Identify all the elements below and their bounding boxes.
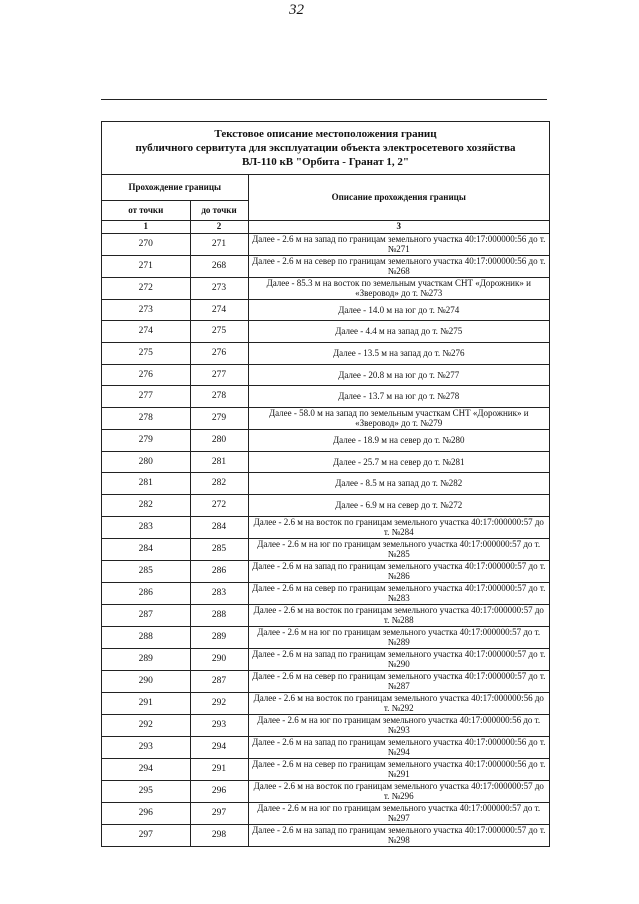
table-row	[102, 473, 549, 495]
to-point-cell: 277	[190, 364, 248, 386]
description-cell: Далее - 4.4 м на запад до т. №275	[248, 321, 549, 343]
to-point-cell: 288	[190, 604, 248, 626]
to-point-cell: 274	[190, 299, 248, 321]
table-row	[102, 758, 549, 780]
description-cell: Далее - 2.6 м на восток по границам земельного участка 40:17:000000:57 до т. №288	[248, 604, 549, 626]
description-cell: Далее - 2.6 м на юг по границам земельного участка 40:17:000000:56 до т. №293	[248, 714, 549, 736]
table-row	[102, 451, 549, 473]
table-row	[102, 626, 549, 648]
table-row	[102, 255, 549, 277]
description-cell: Далее - 85.3 м на восток по земельным участкам СНТ «Дорожник» и «Зверовод» до т. №273	[248, 277, 549, 299]
to-point-cell: 279	[190, 407, 248, 429]
description-cell: Далее - 58.0 м на запад по земельным участкам СНТ «Дорожник» и «Зверовод» до т. №279	[248, 407, 549, 429]
to-point-cell: 292	[190, 692, 248, 714]
to-point-cell: 278	[190, 386, 248, 408]
from-point-cell: 287	[102, 604, 190, 626]
to-point-cell: 285	[190, 538, 248, 560]
boundary-table-frame	[101, 121, 550, 847]
to-point-cell: 283	[190, 582, 248, 604]
description-cell: Далее - 2.6 м на восток по границам земельного участка 40:17:000000:56 до т. №292	[248, 692, 549, 714]
from-point-cell: 273	[102, 299, 190, 321]
table-row	[102, 364, 549, 386]
description-cell: Далее - 25.7 м на север до т. №281	[248, 451, 549, 473]
table-row	[102, 386, 549, 408]
description-cell: Далее - 18.9 м на север до т. №280	[248, 429, 549, 451]
to-point-cell: 282	[190, 473, 248, 495]
table-row	[102, 582, 549, 604]
table-row	[102, 780, 549, 802]
to-point-cell: 284	[190, 516, 248, 538]
title-line-3: ВЛ-110 кВ "Орбита - Гранат 1, 2"	[242, 156, 409, 168]
description-cell: Далее - 20.8 м на юг до т. №277	[248, 364, 549, 386]
to-point-cell: 268	[190, 255, 248, 277]
description-cell: Далее - 2.6 м на восток по границам земельного участка 40:17:000000:57 до т. №296	[248, 780, 549, 802]
from-point-cell: 286	[102, 582, 190, 604]
description-cell: Далее - 13.5 м на запад до т. №276	[248, 342, 549, 364]
from-point-cell: 284	[102, 538, 190, 560]
description-cell: Далее - 2.6 м на запад по границам земельного участка 40:17:000000:57 до т. №290	[248, 648, 549, 670]
table-row	[102, 604, 549, 626]
to-point-cell: 271	[190, 233, 248, 255]
table-row	[102, 407, 549, 429]
description-cell: Далее - 2.6 м на юг по границам земельного участка 40:17:000000:57 до т. №285	[248, 538, 549, 560]
table-row	[102, 321, 549, 343]
description-cell: Далее - 2.6 м на запад по границам земельного участка 40:17:000000:57 до т. №298	[248, 824, 549, 846]
description-cell: Далее - 2.6 м на север по границам земельного участка 40:17:000000:56 до т. №291	[248, 758, 549, 780]
to-point-cell: 296	[190, 780, 248, 802]
table-row	[102, 802, 549, 824]
from-point-cell: 277	[102, 386, 190, 408]
to-point-cell: 289	[190, 626, 248, 648]
description-cell: Далее - 2.6 м на север по границам земельного участка 40:17:000000:56 до т. №268	[248, 255, 549, 277]
from-point-cell: 285	[102, 560, 190, 582]
description-cell: Далее - 2.6 м на юг по границам земельного участка 40:17:000000:57 до т. №297	[248, 802, 549, 824]
to-point-cell: 298	[190, 824, 248, 846]
description-cell: Далее - 2.6 м на юг по границам земельного участка 40:17:000000:57 до т. №289	[248, 626, 549, 648]
from-point-cell: 280	[102, 451, 190, 473]
table-row	[102, 560, 549, 582]
from-point-cell: 295	[102, 780, 190, 802]
header-boundary-passage: Прохождение границы	[102, 175, 248, 200]
from-point-cell: 283	[102, 516, 190, 538]
description-cell: Далее - 2.6 м на запад по границам земельного участка 40:17:000000:57 до т. №286	[248, 560, 549, 582]
to-point-cell: 294	[190, 736, 248, 758]
table-row	[102, 670, 549, 692]
description-cell: Далее - 13.7 м на юг до т. №278	[248, 386, 549, 408]
header-from-point: от точки	[102, 200, 190, 220]
description-cell: Далее - 2.6 м на запад по границам земельного участка 40:17:000000:56 до т. №294	[248, 736, 549, 758]
to-point-cell: 297	[190, 802, 248, 824]
description-cell: Далее - 6.9 м на север до т. №272	[248, 495, 549, 517]
header-to-point: до точки	[190, 200, 248, 220]
table-row	[102, 736, 549, 758]
from-point-cell: 292	[102, 714, 190, 736]
from-point-cell: 296	[102, 802, 190, 824]
table-row	[102, 233, 549, 255]
header-description: Описание прохождения границы	[248, 175, 549, 220]
header-rule	[101, 99, 547, 100]
from-point-cell: 289	[102, 648, 190, 670]
to-point-cell: 291	[190, 758, 248, 780]
from-point-cell: 274	[102, 321, 190, 343]
to-point-cell: 286	[190, 560, 248, 582]
table-row	[102, 692, 549, 714]
table-row	[102, 429, 549, 451]
to-point-cell: 290	[190, 648, 248, 670]
header-number-1: 1	[102, 220, 190, 233]
description-cell: Далее - 2.6 м на запад по границам земельного участка 40:17:000000:56 до т. №271	[248, 233, 549, 255]
from-point-cell: 290	[102, 670, 190, 692]
to-point-cell: 287	[190, 670, 248, 692]
table-row	[102, 714, 549, 736]
from-point-cell: 279	[102, 429, 190, 451]
description-cell: Далее - 8.5 м на запад до т. №282	[248, 473, 549, 495]
page-number: 32	[289, 2, 304, 18]
description-cell: Далее - 2.6 м на восток по границам земельного участка 40:17:000000:57 до т. №284	[248, 516, 549, 538]
from-point-cell: 272	[102, 277, 190, 299]
from-point-cell: 271	[102, 255, 190, 277]
description-cell: Далее - 14.0 м на юг до т. №274	[248, 299, 549, 321]
from-point-cell: 275	[102, 342, 190, 364]
from-point-cell: 270	[102, 233, 190, 255]
table-row	[102, 299, 549, 321]
from-point-cell: 278	[102, 407, 190, 429]
table-row	[102, 824, 549, 846]
from-point-cell: 297	[102, 824, 190, 846]
header-number-2: 2	[190, 220, 248, 233]
boundary-table	[102, 175, 549, 846]
from-point-cell: 288	[102, 626, 190, 648]
to-point-cell: 281	[190, 451, 248, 473]
document-title	[102, 122, 549, 175]
from-point-cell: 294	[102, 758, 190, 780]
from-point-cell: 281	[102, 473, 190, 495]
to-point-cell: 275	[190, 321, 248, 343]
to-point-cell: 273	[190, 277, 248, 299]
header-number-3: 3	[248, 220, 549, 233]
title-line-1: Текстовое описание местоположения границ	[214, 128, 437, 140]
table-row	[102, 648, 549, 670]
table-body	[102, 233, 549, 846]
description-cell: Далее - 2.6 м на север по границам земельного участка 40:17:000000:57 до т. №283	[248, 582, 549, 604]
title-line-2: публичного сервитута для эксплуатации объекта электросетевого хозяйства	[135, 142, 516, 154]
description-cell: Далее - 2.6 м на север по границам земельного участка 40:17:000000:57 до т. №287	[248, 670, 549, 692]
from-point-cell: 293	[102, 736, 190, 758]
from-point-cell: 291	[102, 692, 190, 714]
to-point-cell: 272	[190, 495, 248, 517]
table-row	[102, 342, 549, 364]
to-point-cell: 293	[190, 714, 248, 736]
from-point-cell: 276	[102, 364, 190, 386]
table-row	[102, 538, 549, 560]
to-point-cell: 276	[190, 342, 248, 364]
table-row	[102, 495, 549, 517]
table-row	[102, 277, 549, 299]
to-point-cell: 280	[190, 429, 248, 451]
table-row	[102, 516, 549, 538]
from-point-cell: 282	[102, 495, 190, 517]
